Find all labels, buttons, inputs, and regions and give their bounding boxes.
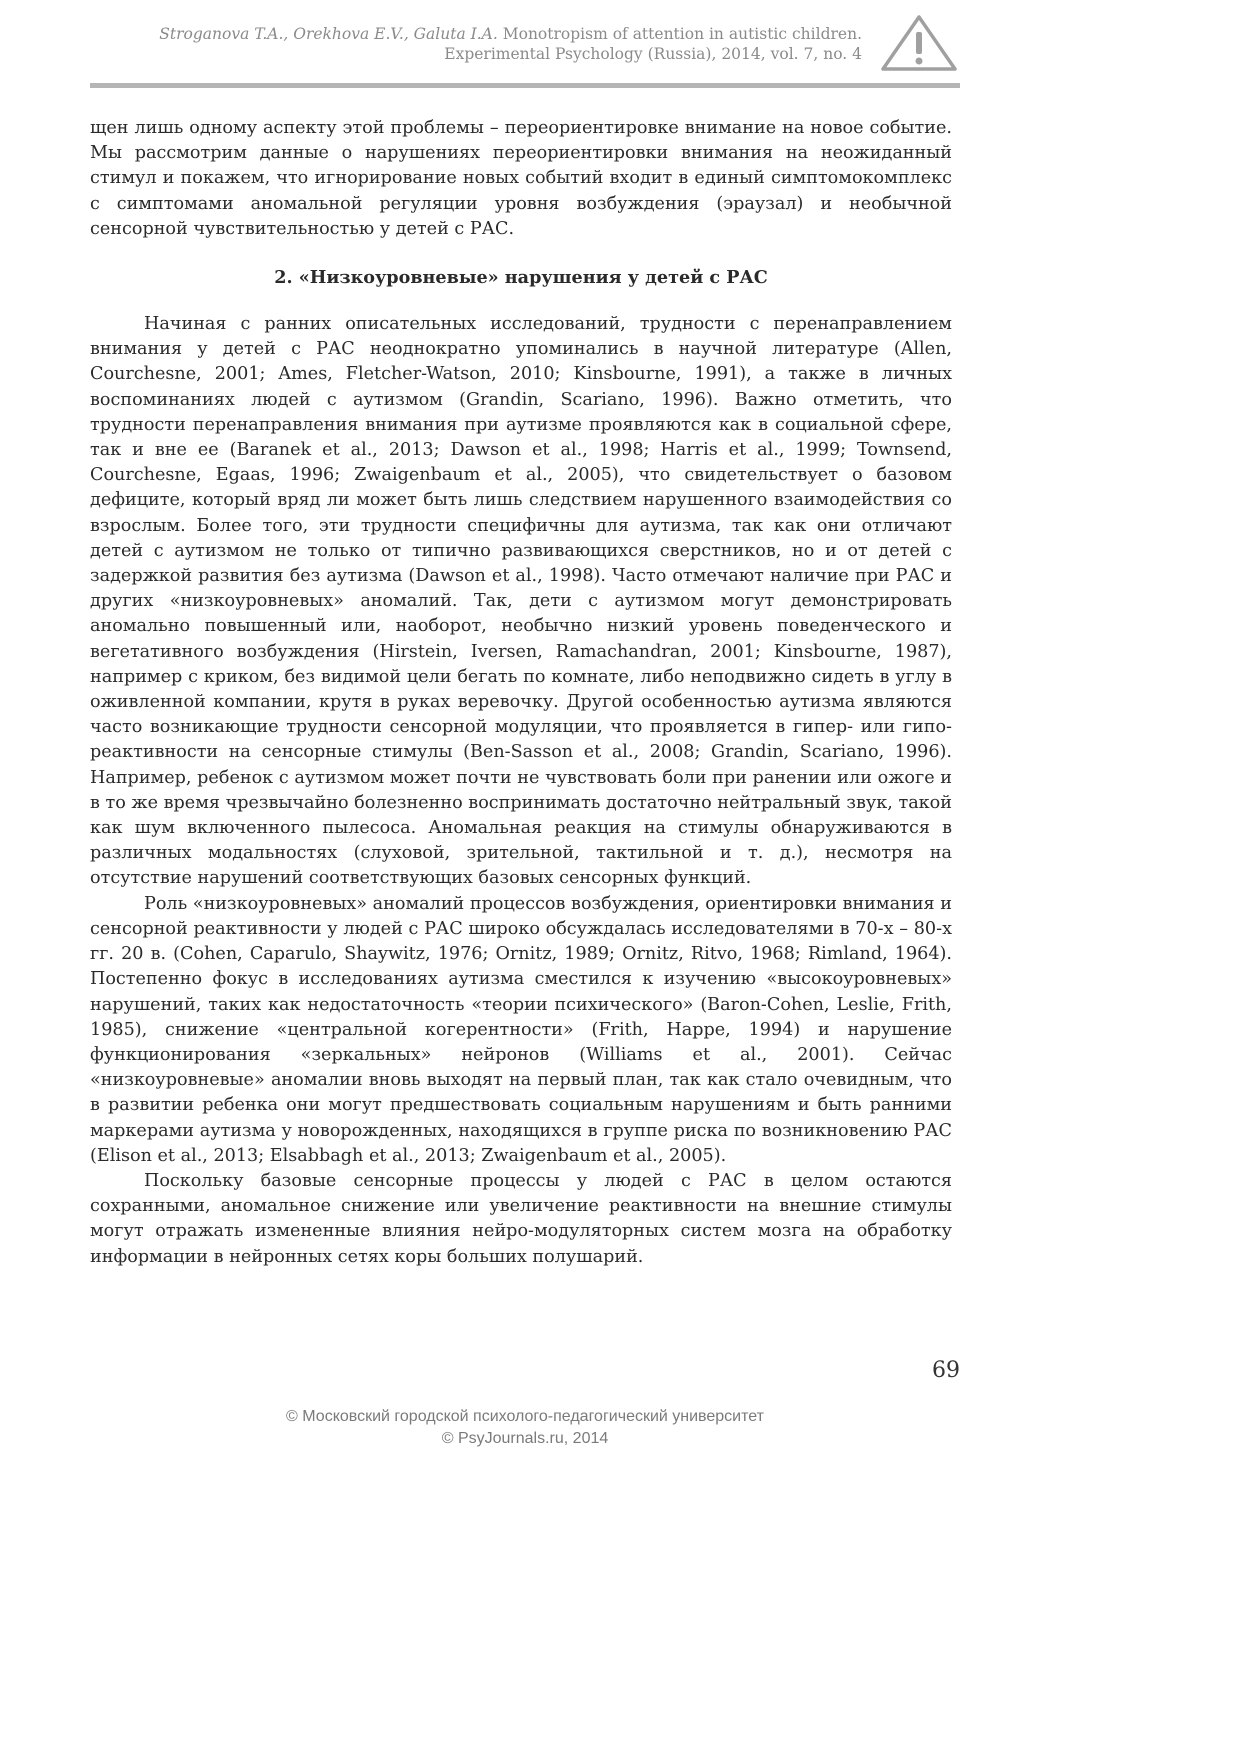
body-paragraph-1: Начиная с ранних описательных исследований, трудности с перенаправлением внимания у детей с РАС неоднократно упоминались в научной литературе (Allen, Courchesne, 2001; Ames, Fletcher-Watson, 2010; Kinsbourne, 1991), а также в личных воспоминаниях людей с аутизмом (Grandin, Scariano, 1996). Важно отметить, что трудности перенаправления внимания при аутизме проявляются как в социальной сфере, так и вне ее (Baranek et al., 2013; Dawson et al., 1998; Harris et al., 1999; Townsend, Courchesne, Egaas, 1996; Zwaigenbaum et al., 2005), что свидетельствует о базовом дефиците, который вряд ли может быть лишь следствием нарушенного взаимодействия со взрослым. Более того, эти трудности специфичны для аутизма, так как они отличают детей с аутизмом не только от типично развивающихся сверстников, но и от детей с задержкой развития без аутизма (Dawson et al., 1998). Часто отмечают наличие при РАС и других «низкоуровневых» аномалий. Так, дети с аутизмом могут демонстрировать аномально повышенный или, наоборот, необычно низкий уровень поведенческого и вегетативного возбуждения (Hirstein, Iversen, Ramachandran, 2001; Kinsbourne, 1987), например с криком, без видимой цели бегать по комнате, либо неподвижно сидеть в углу в оживленной компании, крутя в руках веревочку. Другой особенностью аутизма являются часто возникающие трудности сенсорной модуляции, что проявляется в гипер- или гипо-реактивности на сенсорные стимулы (Ben-Sasson et al., 2008; Grandin, Scariano, 1996). Например, ребенок с аутизмом может почти не чувствовать боли при ранении или ожоге и в то же время чрезвычайно болезненно воспринимать достаточно нейтральный звук, такой как шум включенного пылесоса. Аномальная реакция на стимулы обнаруживаются в различных модальностях (слуховой, зрительной, тактильной и т. д.), несмотря на отсутствие нарушений соответствующих базовых сенсорных функций. [90,314,952,889]
header-citation [150,24,862,64]
page-number: 69 [932,1358,960,1383]
header-article-title: Monotropism of attention in autistic children. [502,25,862,43]
footer-copyright-line-1: © Московский городской психолого-педагогический университет [286,1408,764,1425]
body-paragraph-3: Поскольку базовые сенсорные процессы у людей с РАС в целом остаются сохранными, аномальное снижение или увеличение реактивности на внешние стимулы могут отражать измененные влияния нейро-модуляторных систем мозга на обработку информации в нейронных сетях коры больших полушарий. [90,1170,952,1267]
intro-paragraph: щен лишь одному аспекту этой проблемы – переориентировке внимание на новое событие. Мы рассмотрим данные о нарушениях переориентировки внимания на неожиданный стимул и покажем, что игнорирование новых событий входит в единый симптомокомплекс с симптомами аномальной регуляции уровня возбуждения (эраузал) и необычной сенсорной чувствительностью у детей с РАС. [90,118,952,239]
body-paragraph-2: Роль «низкоуровневых» аномалий процессов возбуждения, ориентировки внимания и сенсорной реактивности у людей с РАС широко обсуждалась исследователями в 70-х – 80-х гг. 20 в. (Cohen, Caparulo, Shaywitz, 1976; Ornitz, 1989; Ornitz, Ritvo, 1968; Rimland, 1964). Постепенно фокус в исследованиях аутизма сместился к изучению «высокоуровневых» нарушений, таких как недостаточность «теории психического» (Baron-Cohen, Leslie, Frith, 1985), снижение «центральной когерентности» (Frith, Happe, 1994) и нарушение функционирования «зеркальных» нейронов (Williams et al., 2001). Сейчас «низкоуровневые» аномалии вновь выходят на первый план, так как стало очевидным, что в развитии ребенка они могут предшествовать социальным нарушениям и быть ранними маркерами аутизма у новорожденных, находящихся в группе риска по возникновению РАС (Elison et al., 2013; Elsabbagh et al., 2013; Zwaigenbaum et al., 2005). [90,893,952,1166]
header-journal: Experimental Psychology (Russia), 2014, vol. 7, no. 4 [444,45,862,63]
footer-copyright [90,1406,960,1450]
article-body [90,116,952,1270]
footer-copyright-line-2: © PsyJournals.ru, 2014 [441,1430,609,1447]
section-heading: 2. «Низкоуровневые» нарушения у детей с РАС [274,267,768,289]
warning-triangle-icon [880,14,958,72]
header-divider [90,83,960,88]
header-authors: Stroganova T.A., Orekhova E.V., Galuta I.A. [159,25,498,43]
